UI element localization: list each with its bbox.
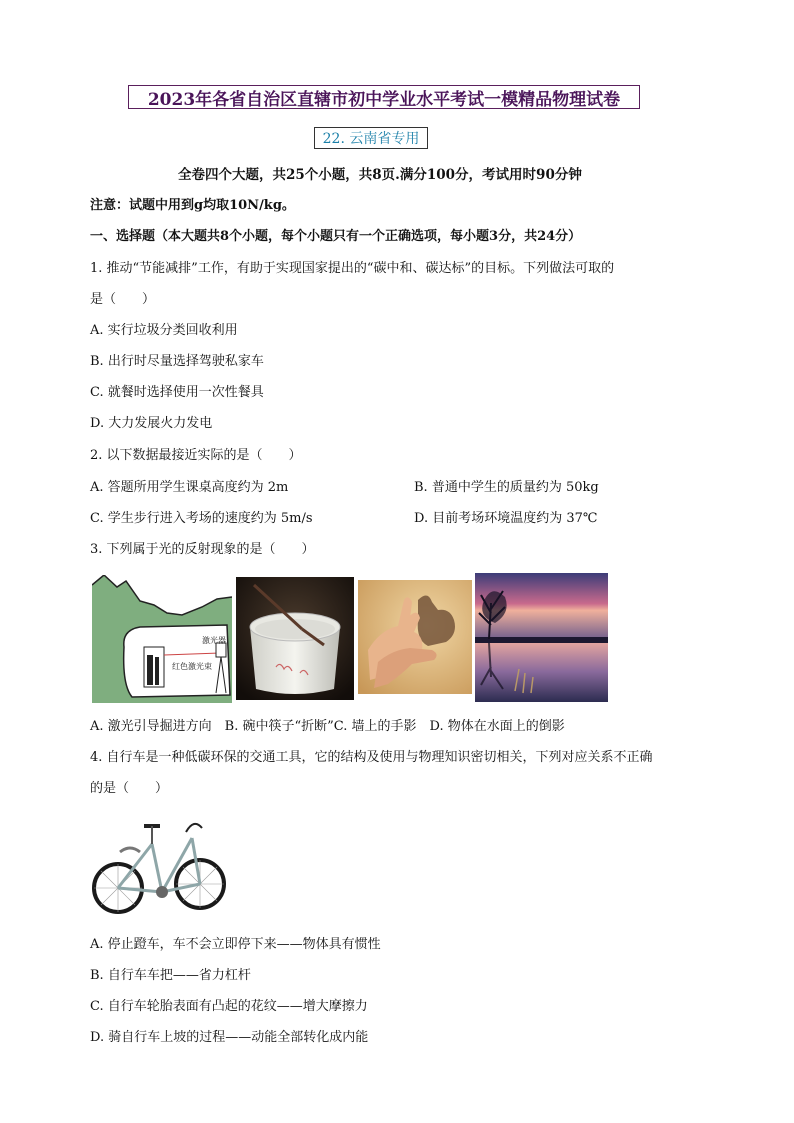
q4-option-b: B. 自行车车把——省力杠杆 [90, 968, 251, 983]
q4-option-a: A. 停止蹬车，车不会立即停下来——物体具有惯性 [90, 937, 381, 952]
q1-stem-line1: 1. 推动“节能减排”工作，有助于实现国家提出的“碳中和、碳达标”的目标。下列做法可取的 [90, 261, 615, 276]
q2-stem: 2. 以下数据最接近实际的是（ ） [90, 448, 302, 463]
bicycle-photo [90, 810, 230, 924]
q1-option-b: B. 出行时尽量选择驾驶私家车 [90, 354, 264, 369]
q2-option-a: A. 答题所用学生课桌高度约为 2m [90, 480, 289, 495]
exam-summary: 全卷四个大题，共25个小题，共8页.满分100分，考试用时90分钟 [178, 167, 582, 183]
q1-option-c: C. 就餐时选择使用一次性餐具 [90, 385, 264, 400]
q1-option-a: A. 实行垃圾分类回收利用 [90, 323, 238, 338]
q4-option-d: D. 骑自行车上坡的过程——动能全部转化成内能 [90, 1030, 369, 1045]
q3-stem: 3. 下列属于光的反射现象的是（ ） [90, 542, 315, 557]
q4-stem-line2: 的是（ ） [90, 781, 169, 796]
exam-title: 2023年各省自治区直辖市初中学业水平考试一模精品物理试卷 [147, 89, 621, 110]
q1-stem-line2: 是（ ） [90, 292, 156, 307]
q4-option-c: C. 自行车轮胎表面有凸起的花纹——增大摩擦力 [90, 999, 368, 1014]
laser-tunnel-figure [92, 575, 232, 703]
q2-option-b: B. 普通中学生的质量约为 50kg [414, 480, 599, 495]
q3-options: A. 激光引导掘进方向 B. 碗中筷子“折断”C. 墙上的手影 D. 物体在水面上的倒影 [90, 719, 565, 734]
province-subtitle-box [314, 127, 428, 149]
exam-title-box [128, 85, 640, 109]
red-beam-label: 红色激光束 [172, 662, 212, 671]
laser-device-label: 激光器 [202, 636, 226, 645]
province-subtitle: 22. 云南省专用 [322, 131, 420, 147]
q4-stem-line1: 4. 自行车是一种低碳环保的交通工具，它的结构及使用与物理知识密切相关，下列对应关系不正确 [90, 750, 653, 765]
q1-option-d: D. 大力发展火力发电 [90, 416, 213, 431]
chopstick-bowl-photo [236, 577, 354, 700]
section-heading: 一、选择题（本大题共8个小题，每个小题只有一个正确选项，每小题3分，共24分） [90, 229, 582, 244]
lake-reflection-photo [475, 573, 608, 702]
hand-shadow-photo [358, 580, 472, 694]
q2-option-c: C. 学生步行进入考场的速度约为 5m/s [90, 511, 313, 526]
q2-option-d: D. 目前考场环境温度约为 37℃ [414, 511, 598, 526]
exam-note: 注意：试题中用到g均取10N/kg。 [90, 198, 295, 213]
